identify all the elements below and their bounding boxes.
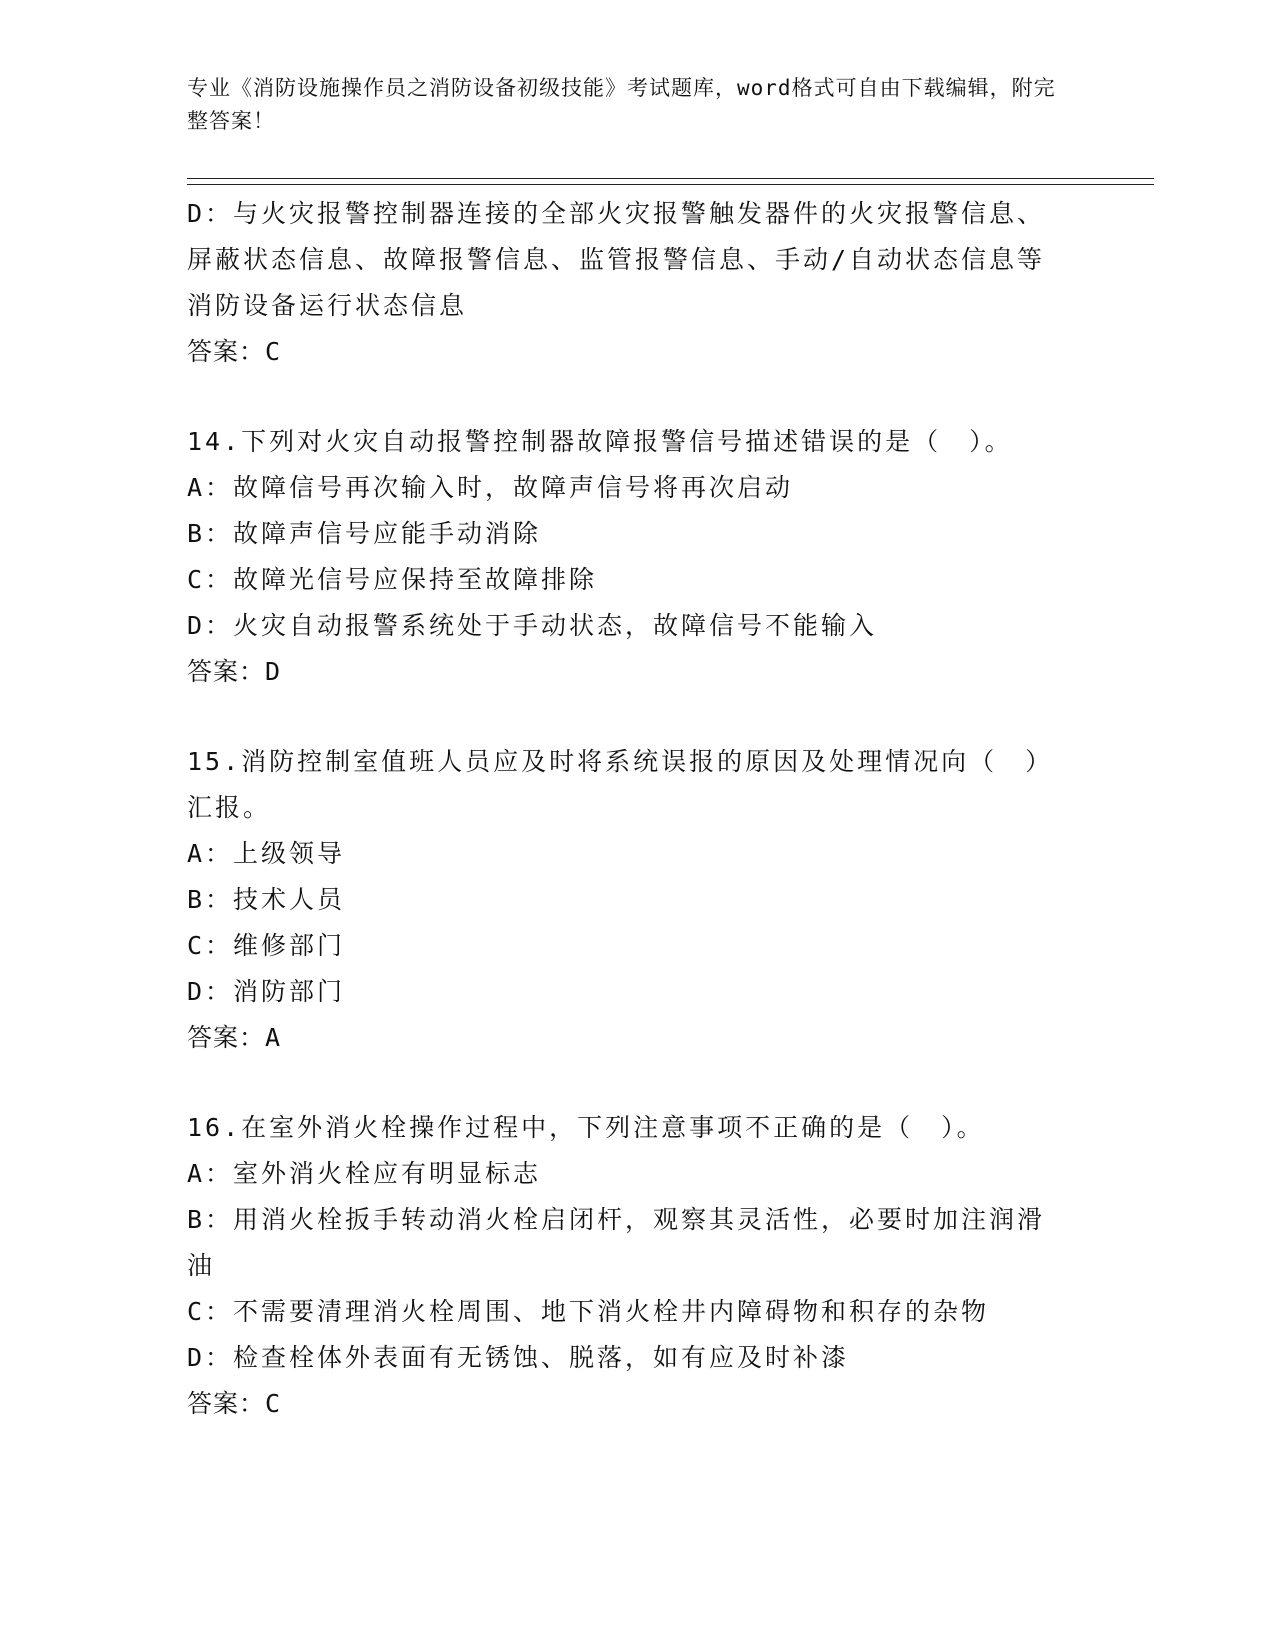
option-d: D：消防部门 [187,977,346,1006]
option-c: C：不需要清理消火栓周围、地下消火栓井内障碍物和积存的杂物 [187,1297,990,1326]
document-header: 专业《消防设施操作员之消防设备初级技能》考试题库，word格式可自由下载编辑，附完整答案！ [187,76,1056,133]
answer-line: 答案：D [187,657,282,686]
question-stem: 14.下列对火灾自动报警控制器故障报警信号描述错误的是（ ）。 [187,427,1013,456]
option-d: D：火灾自动报警系统处于手动状态，故障信号不能输入 [187,611,878,640]
option-b: B：故障声信号应能手动消除 [187,519,542,548]
option-c: C：维修部门 [187,931,346,960]
option-d: D：检查栓体外表面有无锈蚀、脱落，如有应及时补漆 [187,1343,850,1372]
option-b: B：用消火栓扳手转动消火栓启闭杆，观察其灵活性，必要时加注润滑 [187,1205,1046,1234]
question-14 [187,419,1087,695]
option-b-continued: 油 [187,1251,216,1280]
question-16 [187,1105,1087,1427]
answer-line: 答案：C [187,337,282,366]
previous-question-tail [187,191,1087,375]
option-a: A：上级领导 [187,839,346,868]
question-stem: 15.消防控制室值班人员应及时将系统误报的原因及处理情况向（ ） [187,747,1054,776]
answer-line: 答案：A [187,1023,282,1052]
option-c: C：故障光信号应保持至故障排除 [187,565,598,594]
document-body [187,191,1087,1427]
answer-line: 答案：C [187,1389,282,1418]
option-line: D：与火灾报警控制器连接的全部火灾报警触发器件的火灾报警信息、 [187,199,1046,228]
option-a: A：室外消火栓应有明显标志 [187,1159,542,1188]
question-15 [187,739,1087,1061]
option-b: B：技术人员 [187,885,346,914]
question-stem-continued: 汇报。 [187,793,272,822]
header-rule-bottom [187,184,1154,185]
option-line: 屏蔽状态信息、故障报警信息、监管报警信息、手动/自动状态信息等 [187,245,1046,274]
question-stem: 16.在室外消火栓操作过程中，下列注意事项不正确的是（ ）。 [187,1113,985,1142]
option-a: A：故障信号再次输入时，故障声信号将再次启动 [187,473,794,502]
header-rule-top [187,178,1154,179]
option-line: 消防设备运行状态信息 [187,291,468,320]
